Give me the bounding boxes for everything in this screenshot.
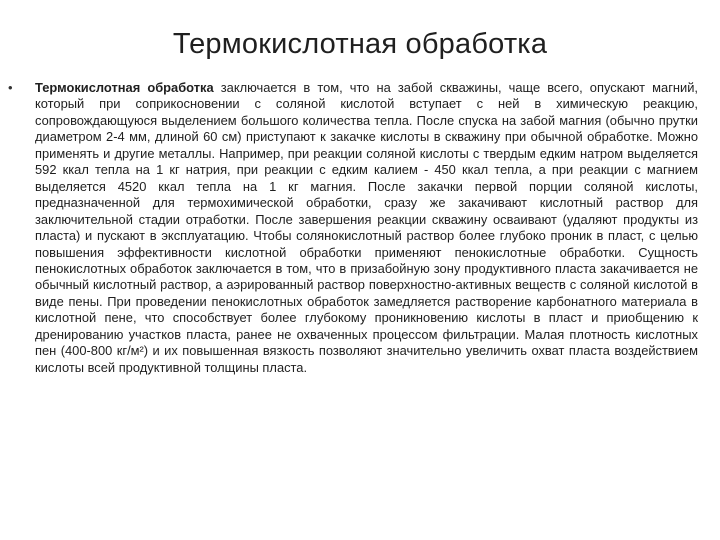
bullet-marker-icon: •	[8, 80, 13, 95]
bullet-list	[8, 80, 698, 376]
body-text: заключается в том, что на забой скважины, чаще всего, опускают магний, который при соприкосновении с соляной кислотой вступает с ней в химическую реакцию, сопровождающуюся выделением большого количества тепла. После спуска на забой магния (обычно прутки диаметром 2-4 мм, длиной 60 см) приступают к закачке кислоты в скважину при обычной обработке. Можно применять и другие металлы. Например, при реакции соляной кислоты с твердым едким натром выделяется 592 ккал тепла на 1 кг натрия, при реакции с едким калием - 450 ккал тепла, а при реакции с магнием выделяется 4520 ккал тепла на 1 кг магния. После закачки первой порции соляной кислоты, предназначенной для термохимической обработки, сразу же закачивают кислотный раствор для заключительной стадии отработки. После завершения реакции скважину осваивают (удаляют продукты из пласта) и пускают в эксплуатацию. Чтобы солянокислотный раствор более глубоко проник в пласт, с целью повышения эффективности кислотной обработки применяют пенокислотные обработки. Сущность пенокислотных обработок заключается в том, что в призабойную зону продуктивного пласта закачивается не обычный кислотный раствор, а аэрированный раствор поверхностно-активных веществ с соляной кислотой в виде пены. При проведении пенокислотных обработок замедляется растворение карбонатного материала в кислотной пене, что способствует более глубокому проникновению кислоты в пласт и приобщению к дренированию участков пласта, ранее не охваченных процессом фильтрации. Малая плотность кислотных пен (400-800 кг/м²) и их повышенная вязкость позволяют значительно увеличить охват пласта воздействием кислоты всей продуктивной толщины пласта.	[35, 80, 698, 375]
bullet-paragraph	[35, 80, 698, 376]
slide-title: Термокислотная обработка	[172, 28, 548, 60]
term-bold: Термокислотная обработка	[35, 80, 214, 95]
bullet-item	[8, 80, 698, 376]
